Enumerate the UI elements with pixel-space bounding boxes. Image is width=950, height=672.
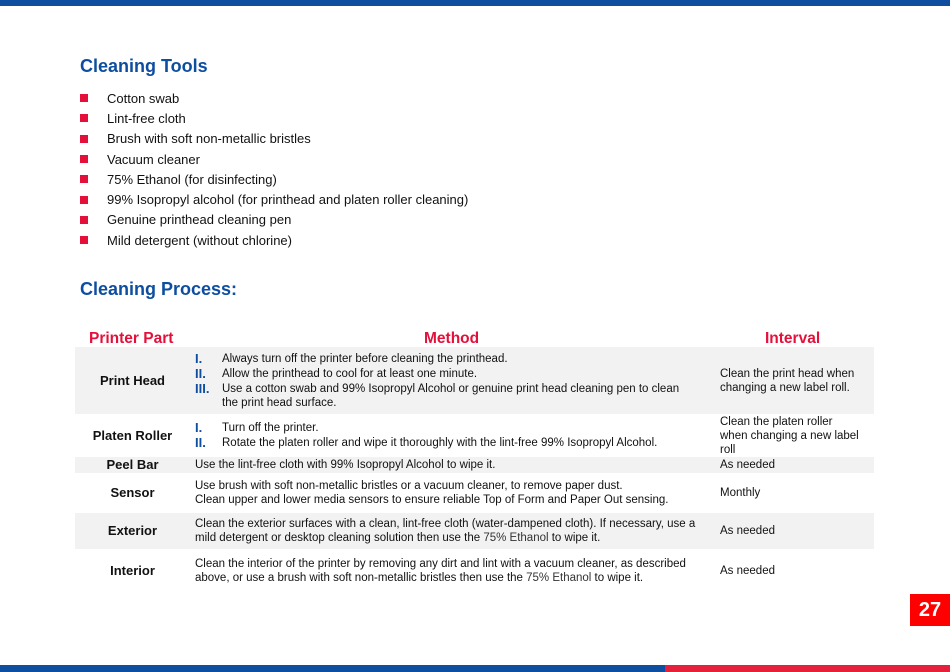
bullet-square-icon — [80, 196, 88, 204]
method-text: to wipe it. — [591, 571, 644, 584]
part-cell: Exterior — [107, 523, 158, 538]
interval-cell: As needed — [720, 564, 775, 577]
step-text: Allow the printhead to cool for at least one minute. — [222, 367, 478, 380]
bullet-square-icon — [80, 155, 88, 163]
ethanol-text: 75% Ethanol — [526, 571, 592, 584]
table-row-platen-roller — [75, 414, 874, 457]
list-item-text: Lint-free cloth — [107, 110, 186, 126]
header-interval: Interval — [765, 330, 821, 347]
list-item-text: Genuine printhead cleaning pen — [107, 212, 292, 228]
list-item-text: Cotton swab — [107, 90, 180, 106]
step-text: Use a cotton swab and 99% Isopropyl Alcohol or genuine print head cleaning pen to clean the print head surface. — [222, 382, 680, 409]
part-cell: Print Head — [99, 372, 165, 388]
table-row-print-head — [75, 347, 874, 414]
list-item — [80, 189, 468, 209]
list-item — [80, 149, 468, 169]
part-cell: Peel Bar — [106, 457, 159, 472]
list-item — [80, 210, 468, 230]
part-cell: Interior — [110, 562, 155, 578]
method-cell — [195, 414, 715, 457]
table-row-exterior — [75, 513, 874, 549]
method-cell — [195, 473, 715, 513]
bottom-bar-blue — [0, 665, 665, 672]
ethanol-text: 75% Ethanol — [483, 532, 549, 544]
table-row-peel-bar — [75, 457, 874, 473]
list-item-text: Vacuum cleaner — [107, 151, 200, 167]
step-number: I. — [195, 350, 203, 366]
table-row-sensor — [75, 473, 874, 513]
header-method: Method — [424, 330, 480, 347]
list-item — [80, 129, 468, 149]
list-item-text: Brush with soft non-metallic bristles — [107, 131, 311, 147]
interval-cell: Clean the print head when changing a new label roll. — [720, 367, 855, 394]
method-line: Clean upper and lower media sensors to ensure reliable Top of Form and Paper Out sensing. — [195, 494, 669, 506]
list-item-text: 75% Ethanol (for disinfecting) — [107, 171, 277, 187]
bottom-bar-red — [665, 665, 950, 672]
header-printer-part: Printer Part — [89, 330, 174, 347]
step-text: Turn off the printer. — [222, 422, 319, 434]
cleaning-process-heading: Cleaning Process: — [80, 279, 238, 299]
method-text: to wipe it. — [548, 532, 601, 544]
step-number: II. — [195, 435, 206, 450]
step-text: Rotate the platen roller and wipe it thoroughly with the lint-free 99% Isopropyl Alcohol. — [222, 437, 658, 449]
part-cell: Sensor — [110, 485, 155, 500]
list-item — [80, 230, 468, 250]
table-row-interior — [75, 549, 874, 592]
list-item-text: 99% Isopropyl alcohol (for printhead and platen roller cleaning) — [107, 192, 469, 208]
interval-cell: As needed — [720, 525, 775, 537]
bullet-square-icon — [80, 175, 88, 183]
bullet-square-icon — [80, 216, 88, 224]
cleaning-tools-heading: Cleaning Tools — [80, 56, 208, 76]
method-cell — [195, 347, 715, 414]
list-item-text: Mild detergent (without chlorine) — [107, 232, 292, 248]
method-cell — [195, 549, 715, 592]
method-text: Clean the interior of the printer by removing any dirt and lint with a vacuum cleaner, as described above, or use a brush with soft non-metallic bristles then use the — [195, 557, 686, 584]
interval-cell: As needed — [720, 459, 775, 471]
part-cell: Platen Roller — [92, 427, 173, 443]
interval-cell: Clean the platen roller when changing a new label roll — [720, 415, 859, 456]
method-line: Use brush with soft non-metallic bristles or a vacuum cleaner, to remove paper dust. — [195, 480, 623, 492]
page-number: 27 — [910, 594, 950, 626]
list-item — [80, 169, 468, 189]
bullet-square-icon — [80, 135, 88, 143]
list-item — [80, 88, 468, 108]
step-number: II. — [195, 365, 206, 381]
interval-cell: Monthly — [720, 487, 761, 499]
list-item — [80, 108, 468, 128]
method-cell — [195, 513, 715, 549]
step-number: I. — [195, 420, 203, 435]
bullet-square-icon — [80, 94, 88, 102]
bullet-square-icon — [80, 114, 88, 122]
method-text: Clean the exterior surfaces with a clean, lint-free cloth (water-dampened cloth). If necessary, use a mild detergent or desktop cleaning solution then use the — [195, 518, 696, 544]
method-cell: Use the lint-free cloth with 99% Isopropyl Alcohol to wipe it. — [195, 459, 496, 471]
top-bar — [0, 0, 950, 6]
cleaning-tools-list — [80, 88, 468, 250]
step-text: Always turn off the printer before cleaning the printhead. — [222, 352, 508, 365]
bullet-square-icon — [80, 236, 88, 244]
step-number: III. — [195, 380, 210, 396]
